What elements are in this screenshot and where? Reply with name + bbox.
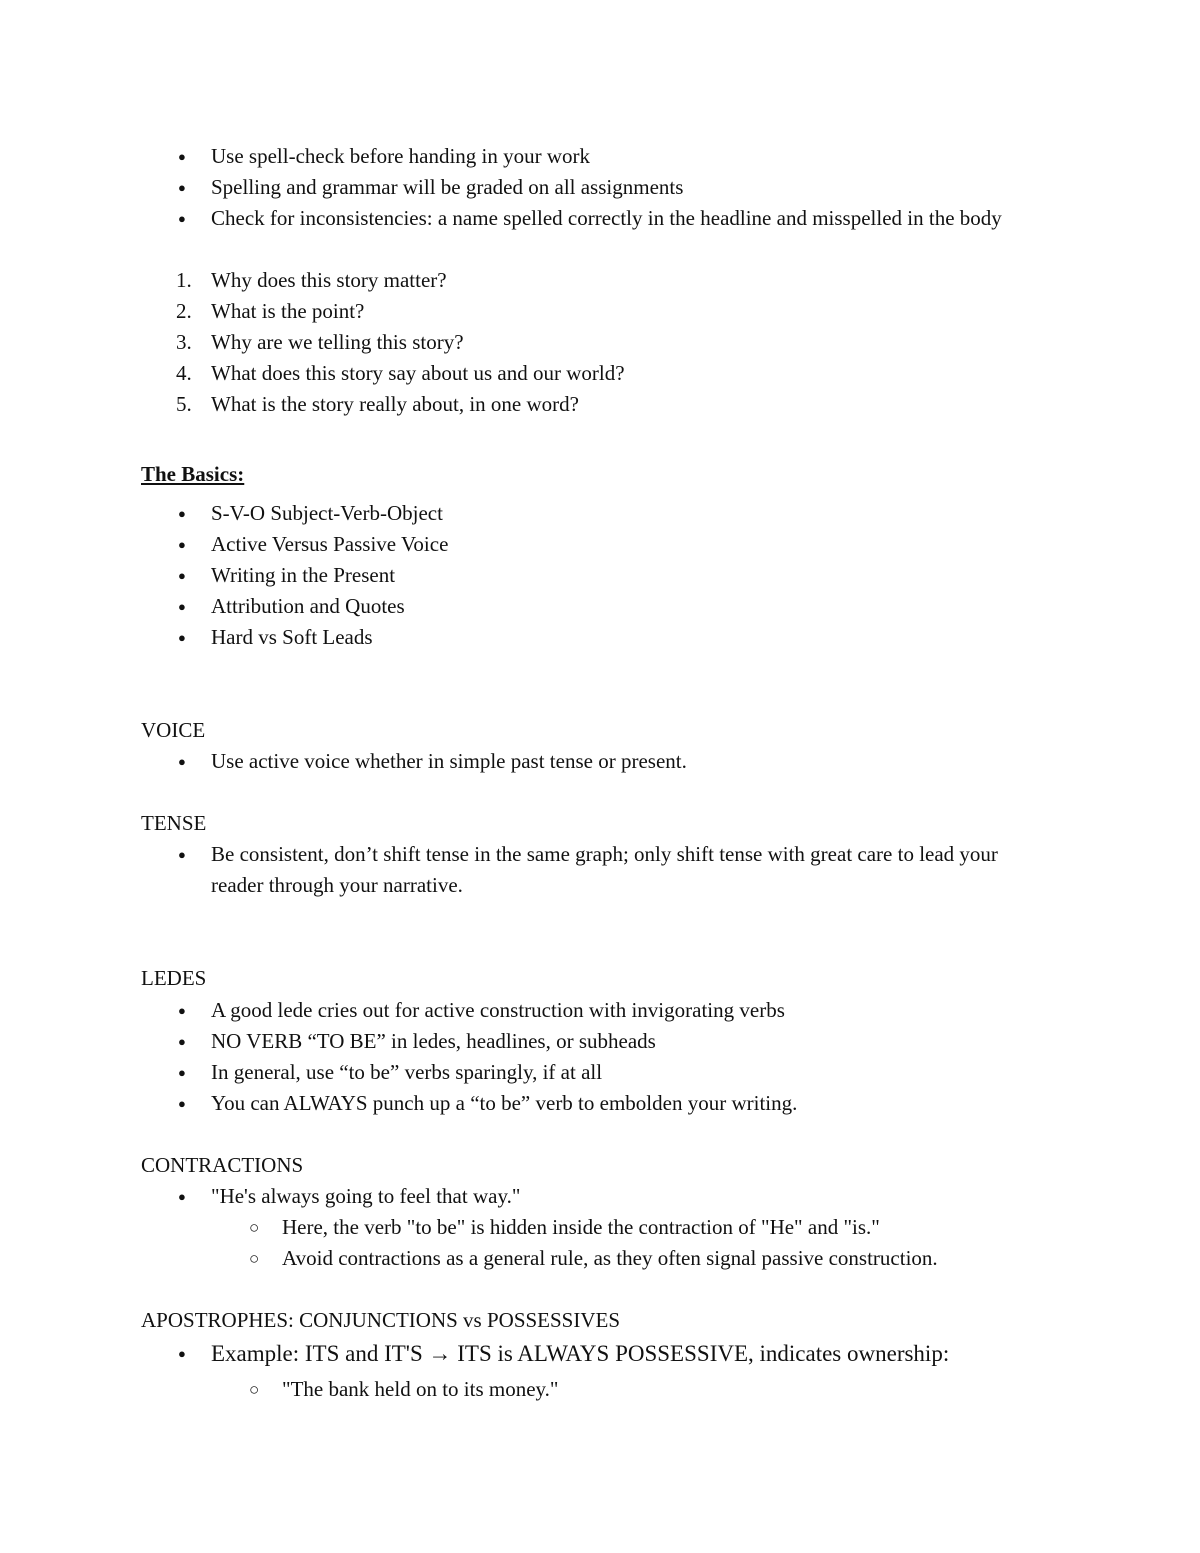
section-heading: VOICE bbox=[141, 718, 206, 742]
section-heading: The Basics: bbox=[141, 462, 245, 486]
list-item: Spelling and grammar will be graded on all assignments bbox=[211, 175, 684, 199]
list-item: Use spell-check before handing in your work bbox=[211, 144, 591, 168]
sub-list-item: Avoid contractions as a general rule, as they often signal passive construction. bbox=[282, 1246, 938, 1270]
list-item: What is the point? bbox=[211, 299, 365, 323]
bullet-marker: ● bbox=[178, 211, 186, 226]
section-heading: LEDES bbox=[141, 966, 207, 990]
list-number: 4. bbox=[176, 361, 192, 385]
list-item: Example: ITS and IT'S → ITS is ALWAYS POSSESSIVE, indicates ownership: bbox=[211, 1341, 950, 1366]
list-number: 1. bbox=[176, 268, 192, 292]
bullet-marker: ● bbox=[178, 1346, 186, 1361]
bullet-marker: ● bbox=[178, 1003, 186, 1018]
list-item: Check for inconsistencies: a name spelled correctly in the headline and misspelled in the body bbox=[211, 206, 1002, 230]
list-item: Why does this story matter? bbox=[211, 268, 447, 292]
bullet-marker: ● bbox=[178, 506, 186, 521]
section-heading: APOSTROPHES: CONJUNCTIONS vs POSSESSIVES bbox=[141, 1308, 621, 1332]
bullet-marker: ● bbox=[178, 537, 186, 552]
bullet-marker: ● bbox=[178, 754, 186, 769]
sub-bullet-marker: ○ bbox=[249, 1380, 260, 1399]
bullet-marker: ● bbox=[178, 568, 186, 583]
bullet-marker: ● bbox=[178, 1065, 186, 1080]
list-item-continuation: reader through your narrative. bbox=[211, 873, 463, 897]
list-item: You can ALWAYS punch up a “to be” verb to embolden your writing. bbox=[211, 1091, 798, 1115]
sub-bullet-marker: ○ bbox=[249, 1218, 260, 1237]
bullet-marker: ● bbox=[178, 149, 186, 164]
list-item: S-V-O Subject-Verb-Object bbox=[211, 501, 443, 525]
sub-list-item: Here, the verb "to be" is hidden inside the contraction of "He" and "is." bbox=[282, 1215, 880, 1239]
section-heading: CONTRACTIONS bbox=[141, 1153, 304, 1177]
list-item: "He's always going to feel that way." bbox=[211, 1184, 521, 1208]
list-item: What is the story really about, in one word? bbox=[211, 392, 579, 416]
bullet-marker: ● bbox=[178, 1189, 186, 1204]
bullet-marker: ● bbox=[178, 630, 186, 645]
bullet-marker: ● bbox=[178, 1096, 186, 1111]
sub-bullet-marker: ○ bbox=[249, 1249, 260, 1268]
bullet-marker: ● bbox=[178, 599, 186, 614]
list-item: NO VERB “TO BE” in ledes, headlines, or subheads bbox=[211, 1029, 656, 1053]
bullet-marker: ● bbox=[178, 180, 186, 195]
bullet-marker: ● bbox=[178, 1034, 186, 1049]
bullet-marker: ● bbox=[178, 847, 186, 862]
list-item: Hard vs Soft Leads bbox=[211, 625, 373, 649]
list-item: Why are we telling this story? bbox=[211, 330, 464, 354]
list-item: Active Versus Passive Voice bbox=[211, 532, 449, 556]
list-number: 2. bbox=[176, 299, 192, 323]
list-number: 5. bbox=[176, 392, 192, 416]
list-number: 3. bbox=[176, 330, 192, 354]
sub-list-item: "The bank held on to its money." bbox=[282, 1377, 559, 1401]
section-heading: TENSE bbox=[141, 811, 207, 835]
list-item: Writing in the Present bbox=[211, 563, 396, 587]
list-item: In general, use “to be” verbs sparingly, if at all bbox=[211, 1060, 603, 1084]
list-item: Be consistent, don’t shift tense in the same graph; only shift tense with great care to lead your bbox=[211, 842, 998, 866]
list-item: A good lede cries out for active construction with invigorating verbs bbox=[211, 998, 785, 1022]
list-item: Attribution and Quotes bbox=[211, 594, 405, 618]
list-item: What does this story say about us and our world? bbox=[211, 361, 625, 385]
list-item: Use active voice whether in simple past tense or present. bbox=[211, 749, 687, 773]
